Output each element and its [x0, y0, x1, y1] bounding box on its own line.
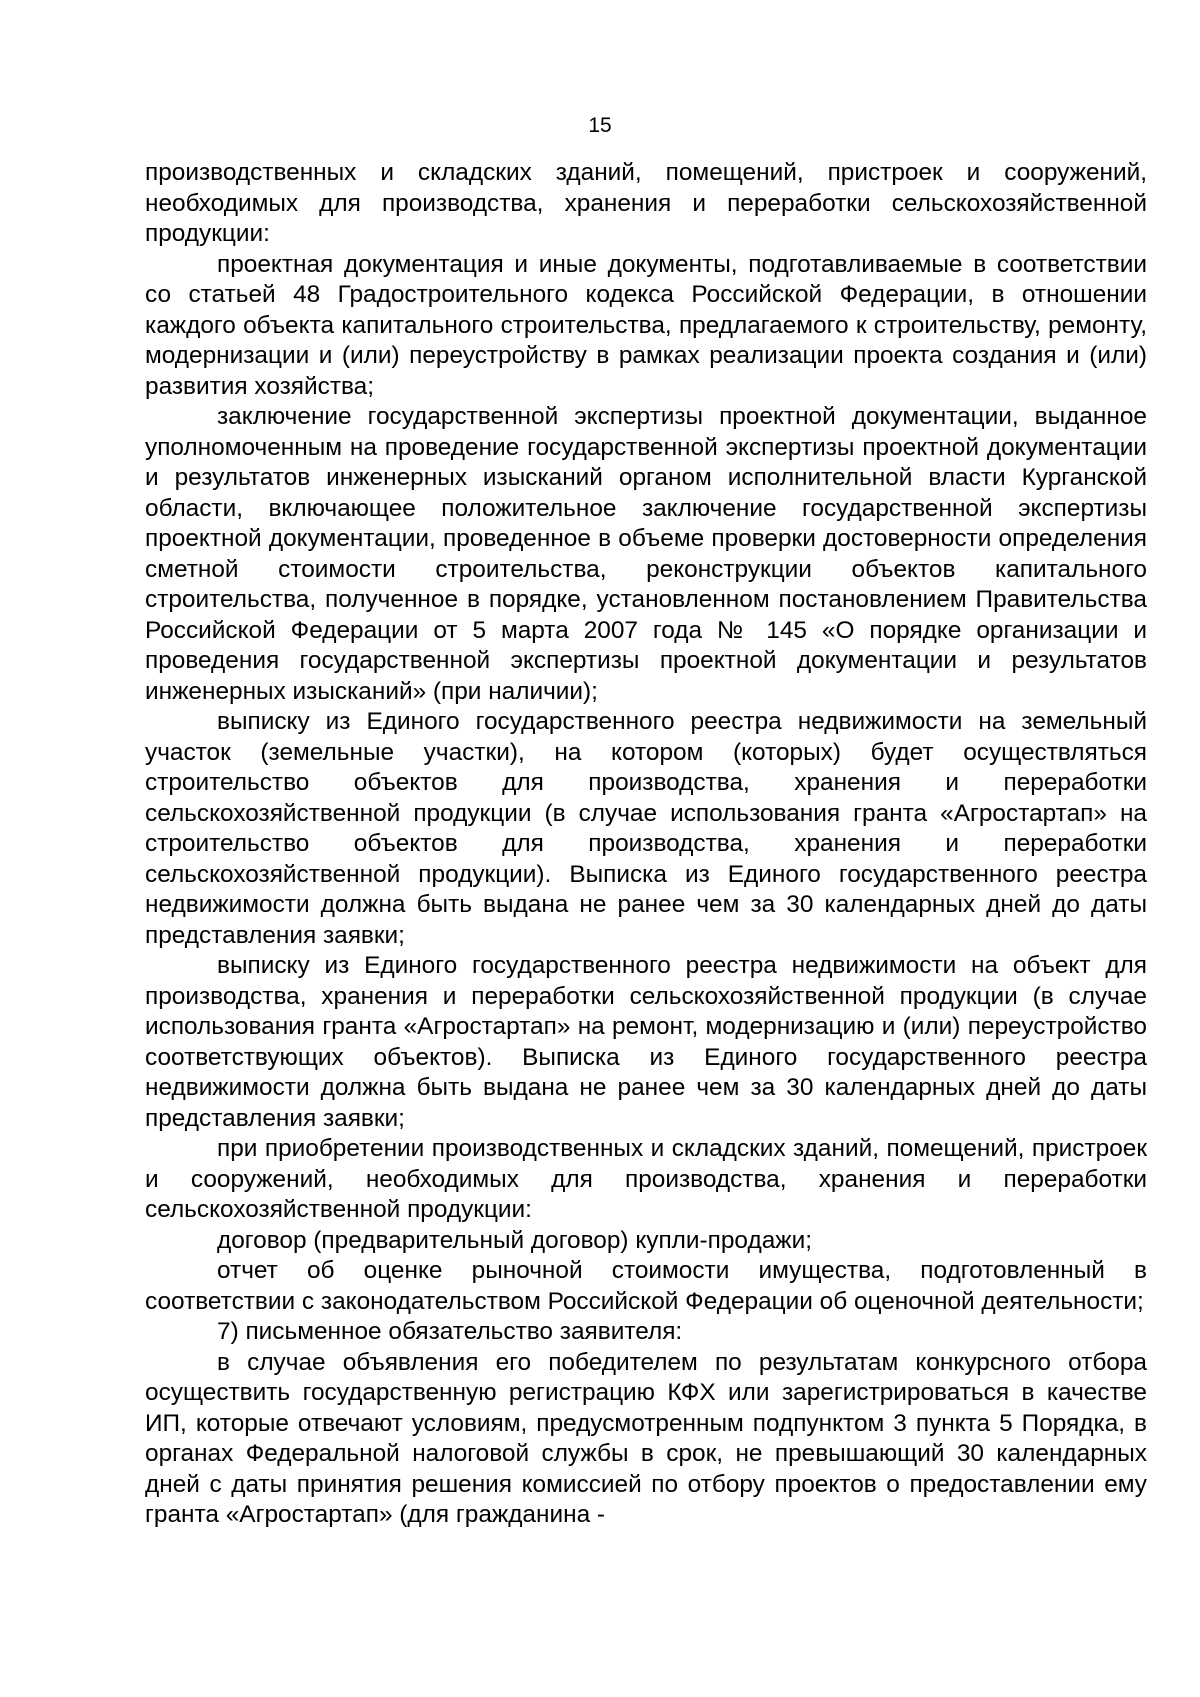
- paragraph: выписку из Единого государственного реестра недвижимости на объект для производства, хранения и переработки сельскохозяйственной продукции (в случае использования гранта «Агростартап» на ремонт, модернизацию и (или) переустройство соответствующих объектов). Выписка из Единого государственного реестра недвижимости должна быть выдана не ранее чем за 30 календарных дней до даты представления заявки;: [145, 952, 1147, 1132]
- paragraph: выписку из Единого государственного реестра недвижимости на земельный участок (земельные участки), на котором (которых) будет осуществляться строительство объектов для производства, хранения и переработки сельскохозяйственной продукции (в случае использования гранта «Агростартап» на строительство объектов для производства, хранения и переработки сельскохозяйственной продукции). Выписка из Единого государственного реестра недвижимости должна быть выдана не ранее чем за 30 календарных дней до даты представления заявки;: [145, 708, 1147, 949]
- document-body: [145, 158, 1147, 1531]
- paragraph: в случае объявления его победителем по результатам конкурсного отбора осуществить государственную регистрацию КФХ или зарегистрироваться в качестве ИП, которые отвечают условиям, предусмотренным подпунктом 3 пункта 5 Порядка, в органах Федеральной налоговой службы в срок, не превышающий 30 календарных дней с даты принятия решения комиссией по отбору проектов о предоставлении ему гранта «Агростартап» (для гражданина -: [145, 1348, 1147, 1528]
- paragraph: договор (предварительный договор) купли-продажи;: [217, 1226, 812, 1254]
- paragraph: производственных и складских зданий, помещений, пристроек и сооружений, необходимых для производства, хранения и переработки сельскохозяйственной продукции:: [145, 159, 1147, 247]
- paragraph: отчет об оценке рыночной стоимости имущества, подготовленный в соответствии с законодательством Российской Федерации об оценочной деятельности;: [145, 1257, 1147, 1315]
- paragraph: проектная документация и иные документы, подготавливаемые в соответствии со статьей 48 Градостроительного кодекса Российской Федерации, в отношении каждого объекта капитального строительства, предлагаемого к строительству, ремонту, модернизации и (или) переустройству в рамках реализации проекта создания и (или) развития хозяйства;: [145, 250, 1147, 400]
- paragraph: 7) письменное обязательство заявителя:: [217, 1318, 683, 1345]
- paragraph: при приобретении производственных и складских зданий, помещений, пристроек и сооружений, необходимых для производства, хранения и переработки сельскохозяйственной продукции:: [145, 1135, 1147, 1223]
- paragraph: заключение государственной экспертизы проектной документации, выданное уполномоченным на проведение государственной экспертизы проектной документации и результатов инженерных изысканий органом исполнительной власти Курганской области, включающее положительное заключение государственной экспертизы проектной документации, проведенное в объеме проверки достоверности определения сметной стоимости строительства, реконструкции объектов капитального строительства, полученное в порядке, установленном постановлением Правительства Российской Федерации от 5 марта 2007 года № 145 «О порядке организации и проведения государственной экспертизы проектной документации и результатов инженерных изысканий» (при наличии);: [145, 403, 1147, 705]
- page-number: 15: [588, 114, 612, 137]
